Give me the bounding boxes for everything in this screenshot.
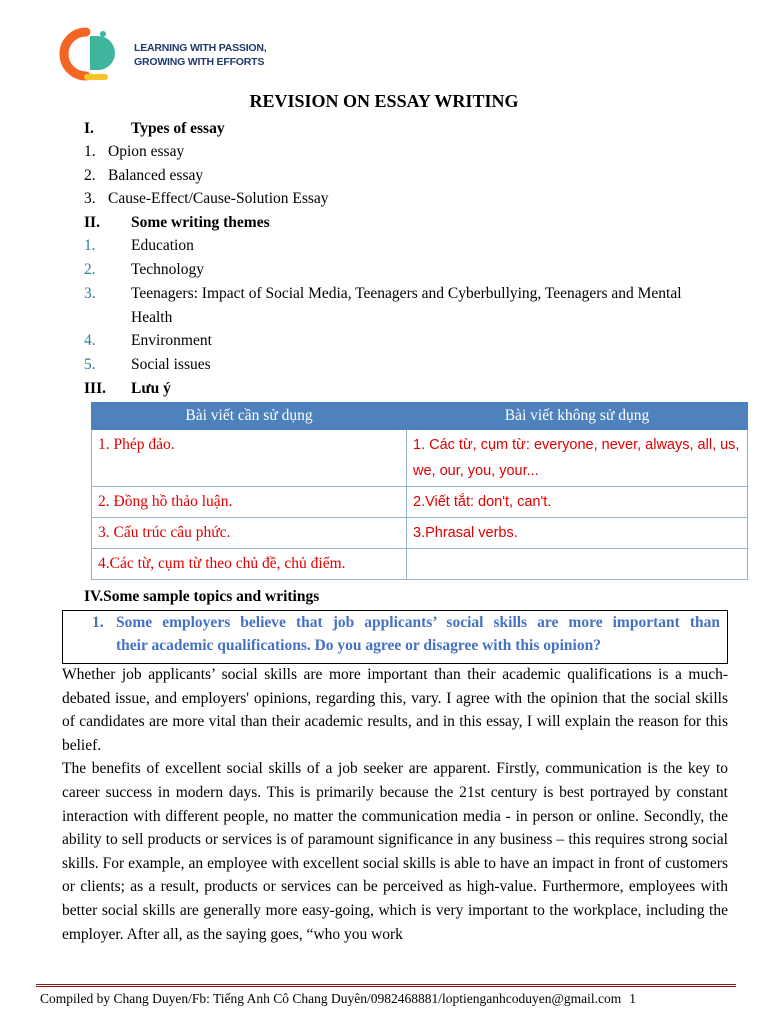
logo-yellow-bar [84,74,108,80]
page-title: REVISION ON ESSAY WRITING [249,91,519,111]
table-cell: 1. Các từ, cụm từ: everyone, never, always, all, us, we, our, you, your... [407,430,748,487]
section-1-heading: Types of essay [131,120,225,137]
table-cell: 4.Các từ, cụm từ theo chủ đề, chủ điểm. [92,549,407,580]
logo-d-mark [90,36,115,70]
table-row [92,487,748,518]
page-number: 1 [629,991,637,1006]
section-2-heading: Some writing themes [131,214,270,231]
table-header-use: Bài viết cần sử dụng [92,403,407,430]
table-cell: 2.Viết tắt: don't, can't. [407,487,748,518]
table-header-row [92,403,748,430]
theme-num-4: 4. [84,332,96,349]
theme-2: Technology [131,261,204,278]
logo-tagline [134,41,267,69]
question [88,611,720,657]
theme-num-1: 1. [84,237,96,254]
footer-text: Compiled by Chang Duyen/Fb: Tiếng Anh Cô Chang Duyên/0982468881/loptienganhcoduyen@gmail.com [40,991,622,1006]
section-2-roman: II. [84,214,100,231]
essay-type-num-1: 1. [84,143,96,160]
theme-num-2: 2. [84,261,96,278]
theme-5: Social issues [131,356,211,373]
tagline-line-1: LEARNING WITH PASSION, [134,42,267,54]
question-line-1: Some employers believe that job applicants’ social skills are more important than [116,614,720,631]
table-row [92,549,748,580]
table-cell: 3. Cấu trúc câu phức. [92,518,407,549]
table-row [92,518,748,549]
table-row [92,430,748,487]
table-cell [407,549,748,580]
logo-dot [100,31,106,37]
table-header-avoid: Bài viết không sử dụng [407,403,748,430]
section-1-roman: I. [84,120,94,137]
section-4-heading: IV.Some sample topics and writings [84,588,320,605]
essay-type-num-2: 2. [84,167,96,184]
section-3-heading: Lưu ý [131,380,171,397]
section-3-roman: III. [84,380,106,397]
question-line-2: their academic qualifications. Do you agree or disagree with this opinion? [116,637,601,654]
theme-num-3: 3. [84,285,96,302]
logo-c-mark [64,32,86,76]
theme-1: Education [131,237,194,254]
notes-table [91,402,748,580]
footer-divider [36,984,736,987]
essay-paragraph-2: The benefits of excellent social skills of a job seeker are apparent. Firstly, communication is the key to career success in modern days. This is primarily because the 21st century is best portrayed by constant interaction with different people, no matter the communication media - in person or online. Secondly, the ability to sell products or services is of paramount significance in any business – this requires strong social skills. For example, an employee with excellent social skills is able to have an impact in front of customers or clients; as a result, products or services can be perceived as high-value. Furthermore, employees with better social skills are generally more easy-going, which is very important to the workplace, including the employer. After all, as the saying goes, “who you work [62,760,728,943]
footer [40,991,636,1007]
theme-3-cont: Health [131,309,173,326]
theme-3: Teenagers: Impact of Social Media, Teenagers and Cyberbullying, Teenagers and Mental [131,285,682,302]
essay-body [62,663,728,946]
logo-text: CD [56,24,58,25]
essay-type-num-3: 3. [84,190,96,207]
essay-type-3: Cause-Effect/Cause-Solution Essay [108,190,329,207]
essay-paragraph-1: Whether job applicants’ social skills are more important than their academic qualifications is a much-debated issue, and employers' opinions, regarding this, vary. I agree with the opinion that the social skills of candidates are more vital than their academic results, and in this essay, I will explain the reason for this belief. [62,666,728,754]
table-cell: 2. Đồng hồ thảo luận. [92,487,407,518]
tagline-line-2: GROWING WITH EFFORTS [134,56,265,68]
essay-type-1: Opion essay [108,143,185,160]
theme-4: Environment [131,332,212,349]
theme-num-5: 5. [84,356,96,373]
essay-type-2: Balanced essay [108,167,204,184]
table-cell: 1. Phép đảo. [92,430,407,487]
table-cell: 3.Phrasal verbs. [407,518,748,549]
question-number: 1. [92,614,104,631]
